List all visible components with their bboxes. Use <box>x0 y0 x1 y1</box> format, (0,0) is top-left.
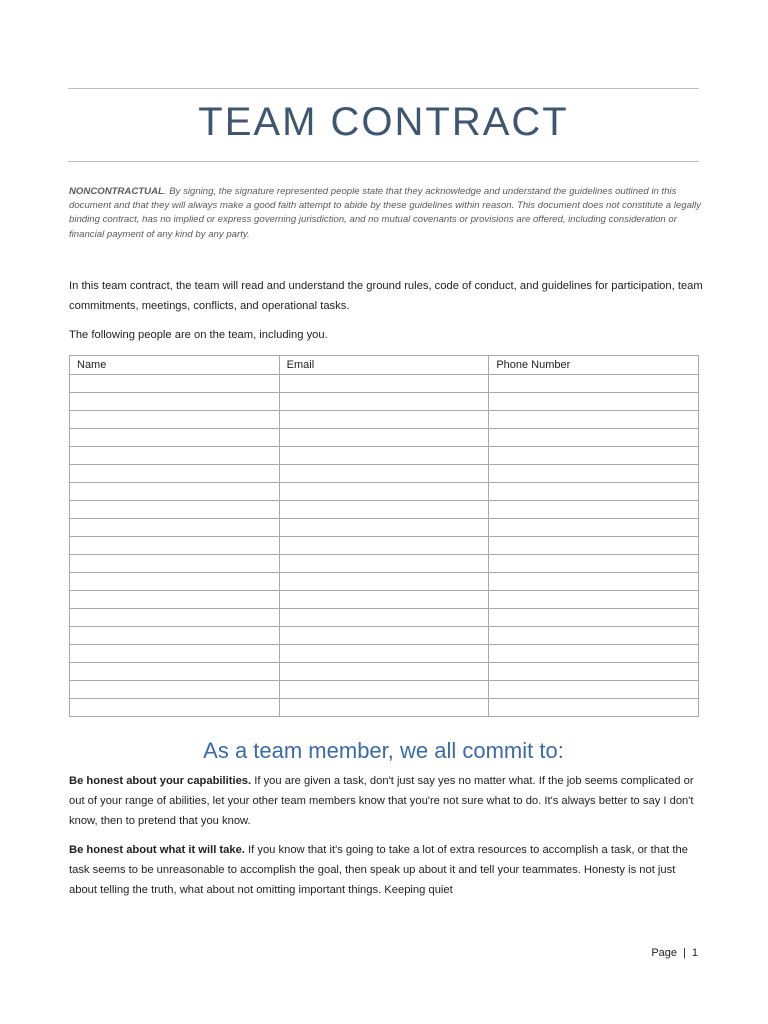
phone-cell[interactable] <box>489 483 699 501</box>
table-row <box>70 627 699 645</box>
name-cell[interactable] <box>70 699 280 717</box>
name-cell[interactable] <box>70 483 280 501</box>
table-row <box>70 645 699 663</box>
name-cell[interactable] <box>70 645 280 663</box>
email-cell[interactable] <box>279 447 489 465</box>
phone-cell[interactable] <box>489 555 699 573</box>
table-row <box>70 573 699 591</box>
disclaimer <box>69 185 701 242</box>
email-cell[interactable] <box>279 393 489 411</box>
disclaimer-text: . By signing, the signature represented people state that they acknowledge and understand the guidelines outlined in this document and that they will always make a good faith attempt to abide by these guidelines within reason. This document does not constitute a legally binding contract, has no implied or express governing jurisdiction, and no mutual covenants or provisions are offered, including consideration or financial payment of any kind by any party. <box>69 186 701 240</box>
name-cell[interactable] <box>70 663 280 681</box>
phone-column-header: Phone Number <box>489 356 699 375</box>
email-cell[interactable] <box>279 609 489 627</box>
name-column-header: Name <box>70 356 280 375</box>
phone-cell[interactable] <box>489 681 699 699</box>
phone-cell[interactable] <box>489 465 699 483</box>
phone-cell[interactable] <box>489 573 699 591</box>
name-cell[interactable] <box>70 519 280 537</box>
commitment-text: If you are given a task, don't just say yes no matter what. If the job seems complicated or out of your range of abilities, let your other team members know that you're not sure what to do. It's always better to say I don't know, then to pretend that you know. <box>69 775 694 827</box>
name-cell[interactable] <box>70 411 280 429</box>
phone-cell[interactable] <box>489 627 699 645</box>
phone-cell[interactable] <box>489 537 699 555</box>
commitment-paragraph <box>69 772 705 831</box>
phone-cell[interactable] <box>489 411 699 429</box>
phone-cell[interactable] <box>489 591 699 609</box>
phone-cell[interactable] <box>489 393 699 411</box>
team-members-table <box>69 355 699 717</box>
phone-cell[interactable] <box>489 663 699 681</box>
intro-paragraph: In this team contract, the team will read and understand the ground rules, code of conduct, and guidelines for participation, team commitments, meetings, conflicts, and operational tasks. <box>69 280 703 312</box>
commitment-lead: Be honest about your capabilities. <box>69 775 252 787</box>
table-row <box>70 411 699 429</box>
name-cell[interactable] <box>70 609 280 627</box>
name-cell[interactable] <box>70 501 280 519</box>
table-body <box>70 375 699 717</box>
phone-cell[interactable] <box>489 519 699 537</box>
table-row <box>70 447 699 465</box>
table-row <box>70 555 699 573</box>
table-row <box>70 393 699 411</box>
name-cell[interactable] <box>70 555 280 573</box>
table-row <box>70 537 699 555</box>
email-cell[interactable] <box>279 519 489 537</box>
page-footer <box>651 947 698 959</box>
people-intro: The following people are on the team, including you. <box>69 329 328 341</box>
name-cell[interactable] <box>70 537 280 555</box>
email-column-header: Email <box>279 356 489 375</box>
name-cell[interactable] <box>70 681 280 699</box>
email-cell[interactable] <box>279 375 489 393</box>
name-cell[interactable] <box>70 447 280 465</box>
name-cell[interactable] <box>70 627 280 645</box>
commitments-heading: As a team member, we all commit to: <box>203 738 564 763</box>
page-label: Page <box>651 947 678 959</box>
email-cell[interactable] <box>279 573 489 591</box>
commitment-text: If you know that it's going to take a lot of extra resources to accomplish a task, or that the task seems to be unreasonable to accomplish the goal, then speak up about it and tell your teammates. Honesty is not just about telling the truth, what about not omitting important things. Keeping quiet <box>69 844 688 896</box>
email-cell[interactable] <box>279 429 489 447</box>
page-number: 1 <box>691 947 698 959</box>
table-row <box>70 681 699 699</box>
table-row <box>70 465 699 483</box>
table-row <box>70 375 699 393</box>
name-cell[interactable] <box>70 375 280 393</box>
name-cell[interactable] <box>70 393 280 411</box>
table-row <box>70 519 699 537</box>
commitment-paragraph <box>69 841 705 900</box>
email-cell[interactable] <box>279 663 489 681</box>
table-row <box>70 699 699 717</box>
email-cell[interactable] <box>279 555 489 573</box>
email-cell[interactable] <box>279 537 489 555</box>
table-row <box>70 429 699 447</box>
name-cell[interactable] <box>70 465 280 483</box>
document-title: TEAM CONTRACT <box>198 100 569 144</box>
email-cell[interactable] <box>279 645 489 663</box>
name-cell[interactable] <box>70 573 280 591</box>
phone-cell[interactable] <box>489 645 699 663</box>
table-row <box>70 501 699 519</box>
phone-cell[interactable] <box>489 447 699 465</box>
phone-cell[interactable] <box>489 699 699 717</box>
phone-cell[interactable] <box>489 375 699 393</box>
table-row <box>70 663 699 681</box>
name-cell[interactable] <box>70 429 280 447</box>
commitment-lead: Be honest about what it will take. <box>69 844 245 856</box>
table-row <box>70 609 699 627</box>
disclaimer-lead: NONCONTRACTUAL <box>69 186 164 197</box>
name-cell[interactable] <box>70 591 280 609</box>
table-header-row <box>70 356 699 375</box>
email-cell[interactable] <box>279 483 489 501</box>
table-row <box>70 591 699 609</box>
page-separator: | <box>683 947 686 959</box>
table-row <box>70 483 699 501</box>
email-cell[interactable] <box>279 681 489 699</box>
email-cell[interactable] <box>279 411 489 429</box>
phone-cell[interactable] <box>489 609 699 627</box>
email-cell[interactable] <box>279 699 489 717</box>
email-cell[interactable] <box>279 465 489 483</box>
phone-cell[interactable] <box>489 429 699 447</box>
email-cell[interactable] <box>279 591 489 609</box>
title-bottom-rule <box>68 161 699 162</box>
email-cell[interactable] <box>279 501 489 519</box>
phone-cell[interactable] <box>489 501 699 519</box>
email-cell[interactable] <box>279 627 489 645</box>
top-rule <box>68 88 699 89</box>
